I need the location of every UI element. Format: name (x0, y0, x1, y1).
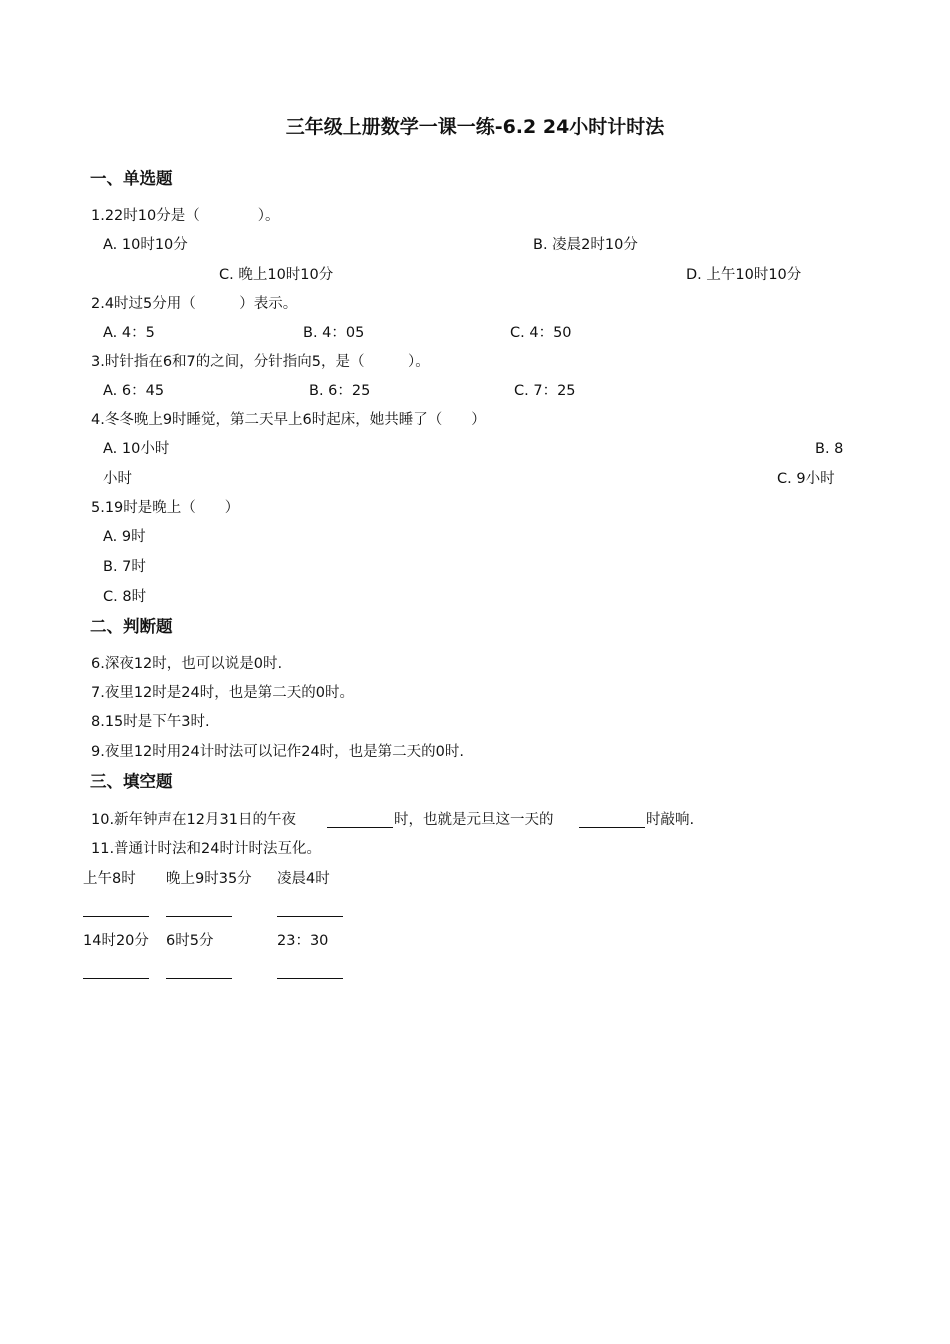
question-4-option-a: A. 10小时 (103, 441, 170, 457)
page-title: 三年级上册数学一课一练-6.2 24小时计时法 (285, 116, 665, 138)
question-4-option-b: B. 8 (815, 441, 844, 457)
question-1-option-d: D. 上午10时10分 (686, 267, 802, 283)
question-11-item-6: 23：30 (277, 933, 329, 949)
question-4-option-b-continued: 小时 (103, 471, 132, 487)
question-10-blank-1[interactable] (327, 827, 393, 828)
question-1-option-a: A. 10时10分 (103, 237, 188, 253)
question-10-blank-2[interactable] (579, 827, 645, 828)
question-10-part-2: 时，也就是元旦这一天的 (394, 812, 554, 828)
section-heading-single-choice: 一、单选题 (90, 169, 173, 188)
question-11-item-5: 6时5分 (166, 933, 214, 949)
question-11-item-1: 上午8时 (83, 871, 136, 887)
question-4-stem: 4.冬冬晚上9时睡觉，第二天早上6时起床，她共睡了（ ） (91, 412, 486, 428)
question-1-option-b: B. 凌晨2时10分 (533, 237, 638, 253)
question-11-item-4: 14时20分 (83, 933, 149, 949)
question-5-option-a: A. 9时 (103, 529, 146, 545)
question-6: 6.深夜12时，也可以说是0时. (91, 656, 283, 672)
question-3-stem: 3.时针指在6和7的之间，分针指向5，是（ ）。 (91, 354, 430, 370)
question-11-blank-4[interactable] (83, 978, 149, 979)
question-11-item-3: 凌晨4时 (277, 871, 330, 887)
question-2-option-c: C. 4：50 (510, 325, 572, 341)
question-10-part-3: 时敲响. (646, 812, 695, 828)
question-1-stem: 1.22时10分是（ ）。 (91, 208, 280, 224)
question-4-option-c: C. 9小时 (777, 471, 835, 487)
question-5-option-b: B. 7时 (103, 559, 146, 575)
question-2-option-b: B. 4：05 (303, 325, 365, 341)
question-11-blank-5[interactable] (166, 978, 232, 979)
question-5-stem: 5.19时是晚上（ ） (91, 500, 240, 516)
question-11-blank-3[interactable] (277, 916, 343, 917)
question-10-part-1: 10.新年钟声在12月31日的午夜 (91, 812, 296, 828)
section-heading-true-false: 二、判断题 (90, 617, 173, 636)
question-8: 8.15时是下午3时. (91, 714, 210, 730)
question-2-option-a: A. 4：5 (103, 325, 155, 341)
question-3-option-b: B. 6：25 (309, 383, 371, 399)
question-5-option-c: C. 8时 (103, 589, 147, 605)
question-7: 7.夜里12时是24时，也是第二天的0时。 (91, 685, 354, 701)
question-3-option-a: A. 6：45 (103, 383, 165, 399)
question-11-blank-6[interactable] (277, 978, 343, 979)
question-1-option-c: C. 晚上10时10分 (219, 267, 334, 283)
question-11-item-2: 晚上9时35分 (166, 871, 252, 887)
section-heading-fill-in: 三、填空题 (90, 772, 173, 791)
question-11-stem: 11.普通计时法和24时计时法互化。 (91, 841, 322, 857)
question-11-blank-2[interactable] (166, 916, 232, 917)
question-3-option-c: C. 7：25 (514, 383, 576, 399)
question-9: 9.夜里12时用24计时法可以记作24时，也是第二天的0时. (91, 744, 465, 760)
question-11-blank-1[interactable] (83, 916, 149, 917)
question-2-stem: 2.4时过5分用（ ）表示。 (91, 296, 298, 312)
